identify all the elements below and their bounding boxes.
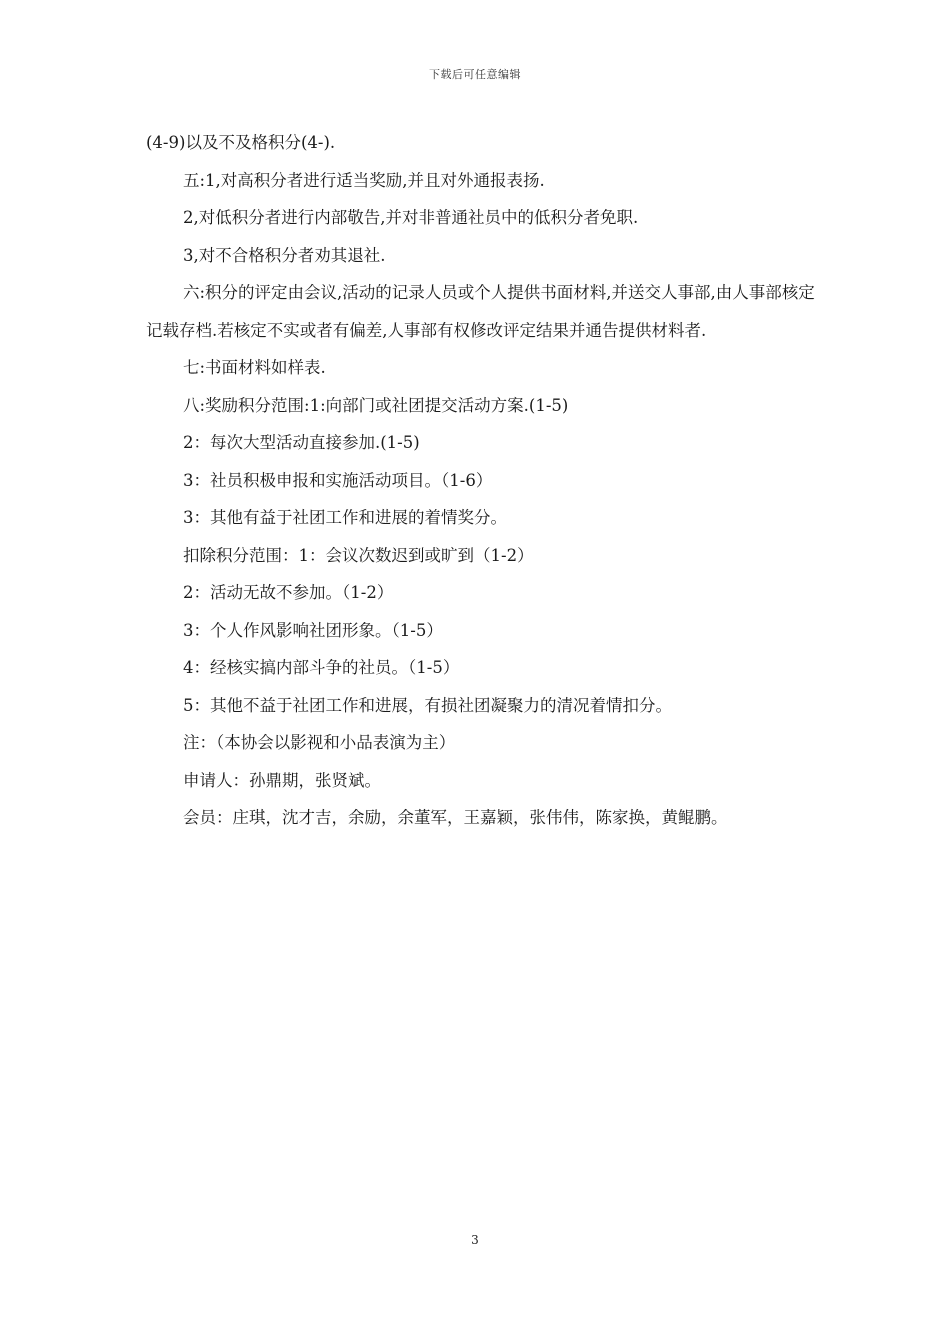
paragraph-note: 注：（本协会以影视和小品表演为主） <box>183 733 456 752</box>
page-number: 3 <box>471 1233 479 1247</box>
paragraph-deduction-item-2: 2：活动无故不参加。（1-2） <box>183 583 394 602</box>
paragraph-section-5-item-1: 五:1,对高积分者进行适当奖励,并且对外通报表扬. <box>183 170 545 190</box>
paragraph-section-5-item-2: 2,对低积分者进行内部敬告,并对非普通社员中的低积分者免职. <box>183 208 639 227</box>
paragraph-section-7: 七:书面材料如样表. <box>183 358 326 377</box>
paragraph-section-8-item-4: 3：其他有益于社团工作和进展的着情奖分。 <box>183 508 507 527</box>
paragraph-section-8-item-1: 八:奖励积分范围:1:向部门或社团提交活动方案.(1-5) <box>183 395 569 415</box>
document-body <box>146 124 818 837</box>
paragraph-section-6: 六:积分的评定由会议,活动的记录人员或个人提供书面材料,并送交人事部,由人事部核定记载存档.若核定不实或者有偏差,人事部有权修改评定结果并通告提供材料者. <box>146 283 815 340</box>
paragraph-deduction-item-4: 4：经核实搞内部斗争的社员。（1-5） <box>183 658 460 677</box>
paragraph-continuation: (4-9)以及不及格积分(4-). <box>146 133 336 152</box>
paragraph-section-5-item-3: 3,对不合格积分者劝其退社. <box>183 245 386 265</box>
paragraph-applicants: 申请人：孙鼎期，张贤斌。 <box>183 770 381 790</box>
paragraph-section-8-item-2: 2：每次大型活动直接参加.(1-5) <box>183 433 420 452</box>
paragraph-deduction-item-3: 3：个人作风影响社团形象。（1-5） <box>183 620 443 640</box>
paragraph-deduction-item-5: 5：其他不益于社团工作和进展，有损社团凝聚力的清况着情扣分。 <box>183 695 672 715</box>
paragraph-section-8-item-3: 3：社员积极申报和实施活动项目。（1-6） <box>183 470 493 490</box>
page-header: 下载后可任意编辑 <box>429 68 521 81</box>
paragraph-members: 会员：庄琪，沈才吉，余励，余董军，王嘉颖，张伟伟，陈家换，黄鲲鹏。 <box>183 808 728 827</box>
paragraph-deduction-item-1: 扣除积分范围：1：会议次数迟到或旷到（1-2） <box>183 545 534 565</box>
